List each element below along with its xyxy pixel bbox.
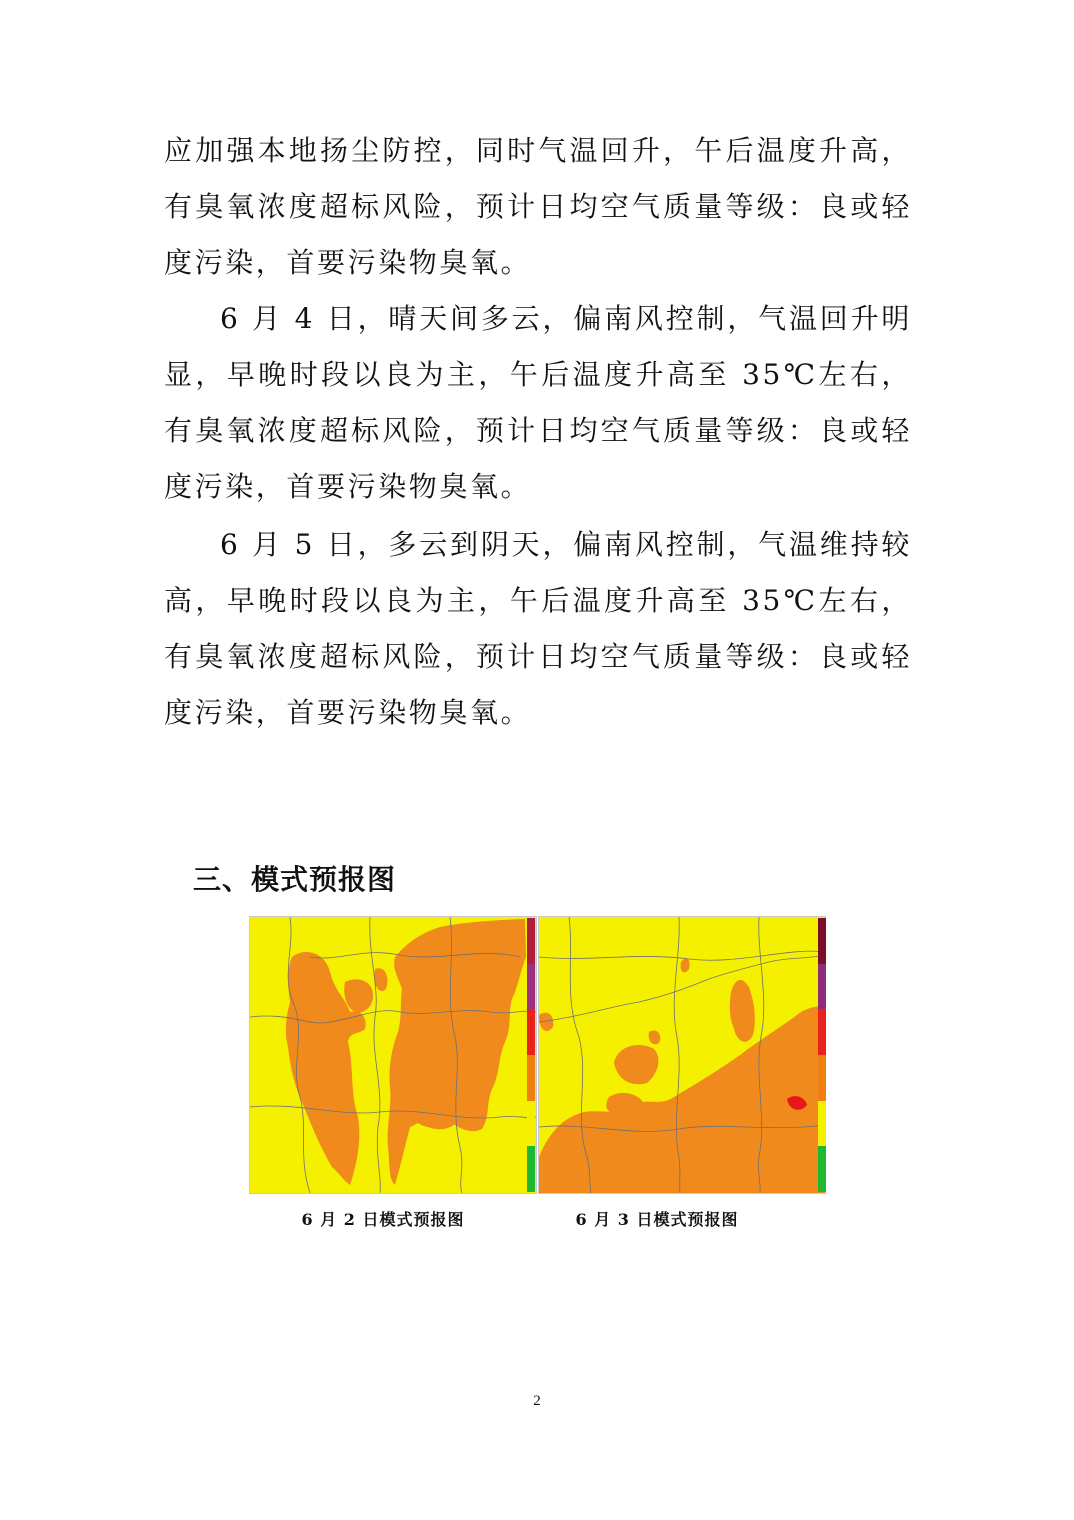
paragraph-3: 6 月 5 日，多云到阴天，偏南风控制，气温维持较高，早晚时段以良为主，午后温度升高至 35℃左右，有臭氧浓度超标风险，预计日均空气质量等级：良或轻度污染，首要污染物臭氧。 — [164, 528, 912, 729]
legend-swatch — [818, 1009, 826, 1055]
legend-swatch — [818, 1146, 826, 1192]
legend-swatch — [527, 1101, 535, 1147]
figure-caption-june-2: 6 月 2 日模式预报图 — [301, 1210, 465, 1229]
legend-swatch — [527, 1055, 535, 1101]
paragraph-2: 6 月 4 日，晴天间多云，偏南风控制，气温回升明显，早晚时段以良为主，午后温度升高至 35℃左右，有臭氧浓度超标风险，预计日均空气质量等级：良或轻度污染，首要污染物臭氧。 — [164, 302, 912, 503]
section-heading: 三、模式预报图 — [193, 863, 397, 896]
page-number: 2 — [533, 1393, 541, 1409]
forecast-map-june-2 — [249, 916, 537, 1194]
legend-swatch — [818, 964, 826, 1010]
legend-swatch — [818, 918, 826, 964]
legend-swatch — [818, 1055, 826, 1101]
legend-swatch — [527, 1146, 535, 1192]
paragraph-1: 应加强本地扬尘防控，同时气温回升，午后温度升高，有臭氧浓度超标风险，预计日均空气质量等级：良或轻度污染，首要污染物臭氧。 — [164, 134, 912, 279]
legend-swatch — [527, 964, 535, 1010]
legend-bar-june-2 — [527, 918, 535, 1192]
legend-swatch — [527, 918, 535, 964]
legend-swatch — [527, 1009, 535, 1055]
legend-bar-june-3 — [818, 918, 826, 1192]
figure-caption-june-3: 6 月 3 日模式预报图 — [575, 1210, 739, 1229]
legend-swatch — [818, 1101, 826, 1147]
forecast-map-june-3 — [538, 916, 826, 1194]
